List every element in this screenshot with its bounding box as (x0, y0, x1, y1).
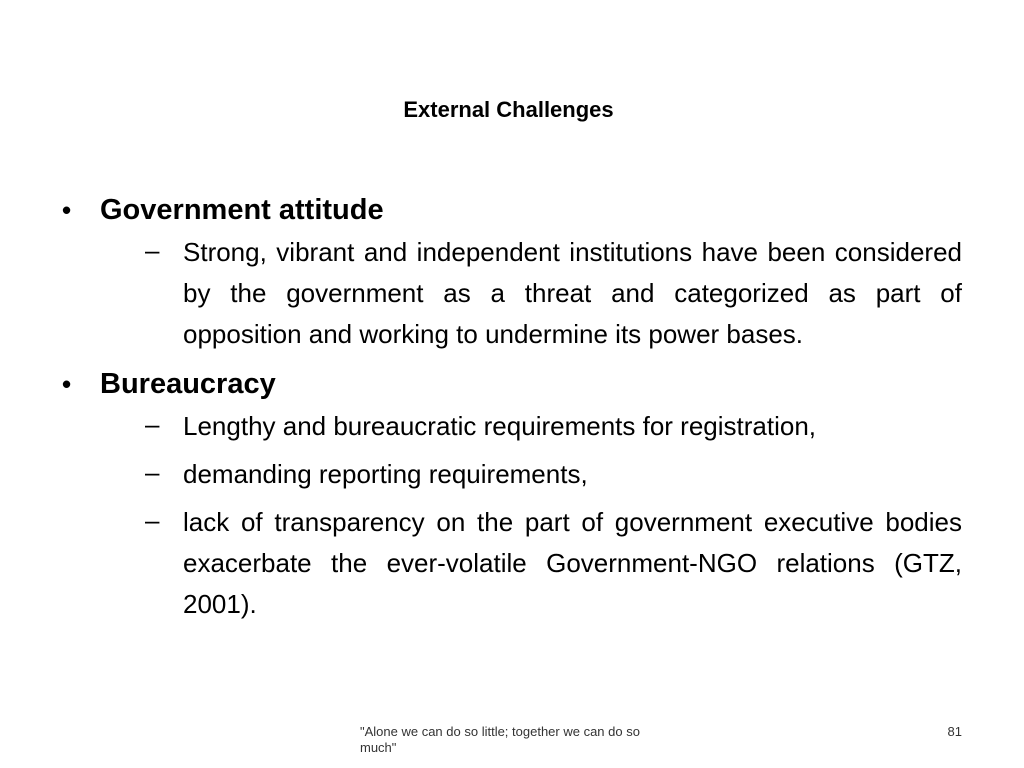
sub-bullet-text: lack of transparency on the part of government executive bodies exacerbate the ever-volatile Government-NGO relations (GTZ, 2001). (183, 507, 962, 619)
sub-bullet-text: demanding reporting requirements, (183, 459, 588, 489)
dash-marker: – (145, 457, 160, 487)
dash-marker: – (145, 235, 160, 265)
sub-bullet-item (145, 232, 962, 355)
sub-bullet-list (100, 406, 962, 625)
dash-marker: – (145, 409, 160, 439)
sub-bullet-item (145, 454, 962, 495)
sub-bullet-item (145, 406, 962, 447)
bullet-list (62, 188, 962, 632)
page-number: 81 (947, 724, 962, 739)
sub-bullet-item (145, 502, 962, 625)
sub-bullet-text: Strong, vibrant and independent institutions have been considered by the government as a threat and categorized as part of opposition and working to undermine its power bases. (183, 237, 962, 349)
bullet-label: Bureaucracy (100, 368, 276, 400)
slide-title: External Challenges (403, 97, 614, 122)
bullet-item (62, 188, 962, 355)
sub-bullet-list (100, 232, 962, 355)
bullet-marker: • (62, 369, 72, 399)
bullet-item (62, 362, 962, 625)
footer-quote: "Alone we can do so little; together we can do so much" (360, 724, 640, 755)
sub-bullet-text: Lengthy and bureaucratic requirements for registration, (183, 411, 817, 441)
dash-marker: – (145, 505, 160, 535)
bullet-label: Government attitude (100, 194, 384, 226)
bullet-marker: • (62, 195, 72, 225)
